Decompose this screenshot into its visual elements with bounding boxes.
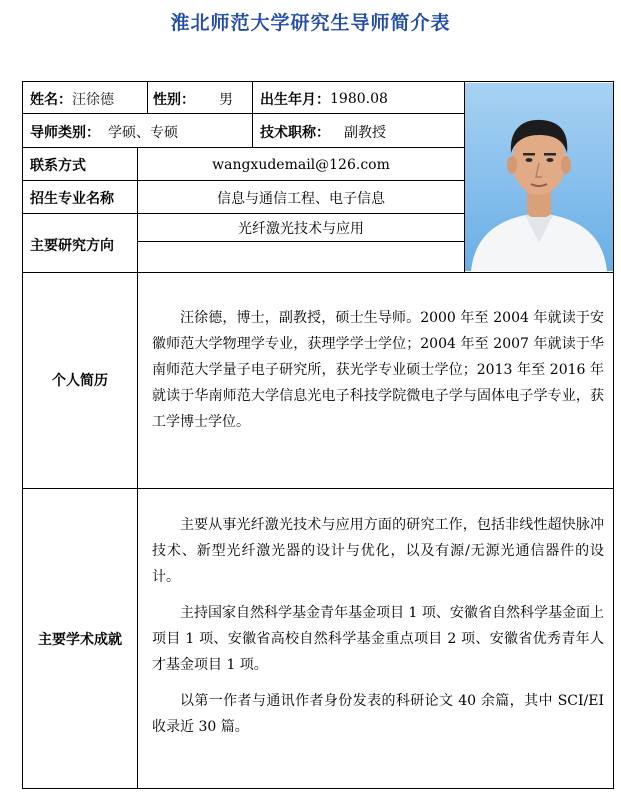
bio-text: 汪徐德，博士，副教授，硕士生导师。2000 年至 2004 年就读于安徽师范大学物理学专业，获理学学士学位；2004 年至 2007 年就读于华南师范大学量子电子研究所，获光学专业硕士学位；2013 年至 2016 年就读于华南师范大学信息光电子科技学院微电子学与固体电子学专业，获工学博士学位。 xyxy=(152,310,604,430)
col-divider xyxy=(137,148,138,788)
col-divider xyxy=(252,81,253,147)
row-divider xyxy=(22,147,465,148)
advisor-type-label: 导师类别： xyxy=(30,125,100,141)
professional-title-label: 技术职称： xyxy=(260,125,330,141)
professional-title-field xyxy=(260,118,386,146)
advisor-type-value: 学硕、专硕 xyxy=(108,125,178,141)
portrait-photo xyxy=(465,83,613,271)
page-title: 淮北师范大学研究生导师简介表 xyxy=(170,12,451,34)
advisor-type-field xyxy=(30,118,178,146)
birth-value: 1980.08 xyxy=(330,91,388,107)
achievement-paragraph: 以第一作者与通讯作者身份发表的科研论文 40 余篇，其中 SCI/EI 收录近 30 篇。 xyxy=(152,693,604,735)
gender-label: 性别： xyxy=(153,92,195,108)
gender-value: 男 xyxy=(219,92,233,108)
birth-label: 出生年月： xyxy=(260,92,330,108)
bio-label: 个人简历 xyxy=(52,373,108,389)
research-label: 主要研究方向 xyxy=(30,238,114,254)
col-divider xyxy=(147,81,148,114)
bio-text-block xyxy=(152,305,604,435)
research-value: 光纤激光技术与应用 xyxy=(238,220,364,237)
contact-label: 联系方式 xyxy=(30,157,86,174)
achievement-paragraph: 主要从事光纤激光技术与应用方面的研究工作，包括非线性超快脉冲技术、新型光纤激光器的设计与优化，以及有源/无源光通信器件的设计。 xyxy=(152,517,604,585)
achievement-paragraph: 主持国家自然科学基金青年基金项目 1 项、安徽省自然科学基金面上项目 1 项、安徽省高校自然科学基金重点项目 2 项、安徽省优秀青年人才基金项目 1 项。 xyxy=(152,605,604,673)
major-value: 信息与通信工程、电子信息 xyxy=(217,190,385,207)
row-divider xyxy=(22,180,465,181)
birth-field xyxy=(260,86,388,112)
portrait-icon xyxy=(465,83,613,271)
row-divider xyxy=(137,241,465,242)
row-divider xyxy=(22,213,465,214)
major-label: 招生专业名称 xyxy=(30,190,114,207)
gender-field xyxy=(153,86,233,112)
name-value: 汪徐德 xyxy=(72,92,114,108)
row-divider xyxy=(22,113,465,114)
achievements-text-block xyxy=(152,512,604,750)
name-label: 姓名： xyxy=(30,92,72,108)
contact-value: wangxudemail@126.com xyxy=(212,156,390,173)
name-field xyxy=(30,86,114,112)
professional-title-value: 副教授 xyxy=(344,125,386,141)
achievements-label: 主要学术成就 xyxy=(38,631,122,648)
